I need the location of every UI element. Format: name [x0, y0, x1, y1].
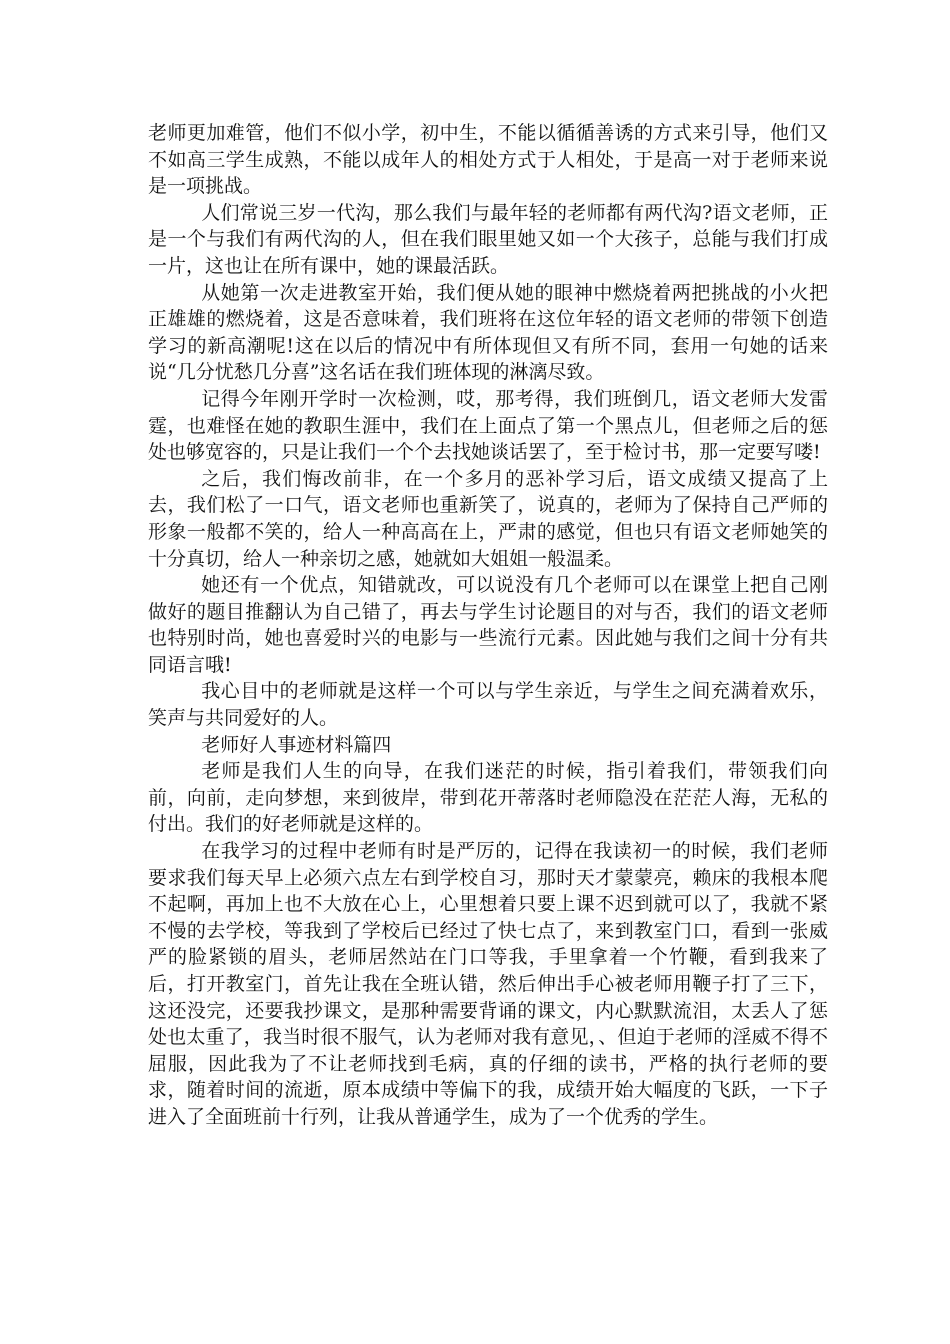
paragraph-9: 老师是我们人生的向导，在我们迷茫的时候，指引着我们，带领我们向前，向前，走向梦想，来到彼岸，带到花开蒂落时老师隐没在茫茫人海，无私的付出。我们的好老师就是这样的。: [148, 760, 828, 836]
document-page: [148, 120, 828, 1131]
paragraph-1: 老师更加难管，他们不似小学，初中生，不能以循循善诱的方式来引导，他们又不如高三学生成熟，不能以成年人的相处方式于人相处，于是高一对于老师来说是一项挑战。: [148, 122, 828, 198]
paragraph-4: 记得今年刚开学时一次检测，哎，那考得，我们班倒几，语文老师大发雷霆，也难怪在她的教职生涯中，我们在上面点了第一个黑点儿，但老师之后的惩处也够宽容的，只是让我们一个个去找她谈话罢了，至于检讨书，那一定要写喽!: [148, 387, 828, 464]
paragraph-5: 之后，我们悔改前非，在一个多月的恶补学习后，语文成绩又提高了上去，我们松了一口气，语文老师也重新笑了，说真的，老师为了保持自己严师的形象一般都不笑的，给人一种高高在上，严肃的感觉，但也只有语文老师她笑的十分真切，给人一种亲切之感，她就如大姐姐一般温柔。: [148, 467, 828, 570]
paragraph-2: 人们常说三岁一代沟，那么我们与最年轻的老师都有两代沟?语文老师，正是一个与我们有两代沟的人，但在我们眼里她又如一个大孩子，总能与我们打成一片，这也让在所有课中，她的课最活跃。: [148, 201, 828, 277]
paragraph-7: 我心目中的老师就是这样一个可以与学生亲近，与学生之间充满着欢乐，笑声与共同爱好的人。: [148, 680, 828, 730]
paragraph-6: 她还有一个优点，知错就改，可以说没有几个老师可以在课堂上把自己刚做好的题目推翻认为自己错了，再去与学生讨论题目的对与否，我们的语文老师也特别时尚，她也喜爱时兴的电影与一些流行元素。因此她与我们之间十分有共同语言哦!: [148, 574, 828, 676]
paragraph-3: 从她第一次走进教室开始，我们便从她的眼神中燃烧着两把挑战的小火把正雄雄的燃烧着，这是否意味着，我们班将在这位年轻的语文老师的带领下创造学习的新高潮呢!这在以后的情况中有所体现但又有所不同，套用一句她的话来说“几分忧愁几分喜”这名话在我们班体现的淋漓尽致。: [148, 281, 828, 384]
section-heading: 老师好人事迹材料篇四: [201, 733, 392, 756]
paragraph-10: 在我学习的过程中老师有时是严厉的，记得在我读初一的时候，我们老师要求我们每天早上必须六点左右到学校自习，那时天才蒙蒙亮，赖床的我根本爬不起啊，再加上也不大放在心上，心里想着只要上课不迟到就可以了，我就不紧不慢的去学校，等我到了学校后已经过了快七点了，来到教室门口，看到一张威严的脸紧锁的眉头，老师居然站在门口等我，手里拿着一个竹鞭，看到我来了后，打开教室门，首先让我在全班认错，然后伸出手心被老师用鞭子打了三下，这还没完，还要我抄课文，是那种需要背诵的课文，内心默默流泪，太丢人了惩处也太重了，我当时很不服气，认为老师对我有意见，、但迫于老师的淫威不得不屈服，因此我为了不让老师找到毛病，真的仔细的读书，严格的执行老师的要求，随着时间的流逝，原本成绩中等偏下的我，成绩开始大幅度的飞跃，一下子进入了全面班前十行列，让我从普通学生，成为了一个优秀的学生。: [148, 840, 828, 1128]
